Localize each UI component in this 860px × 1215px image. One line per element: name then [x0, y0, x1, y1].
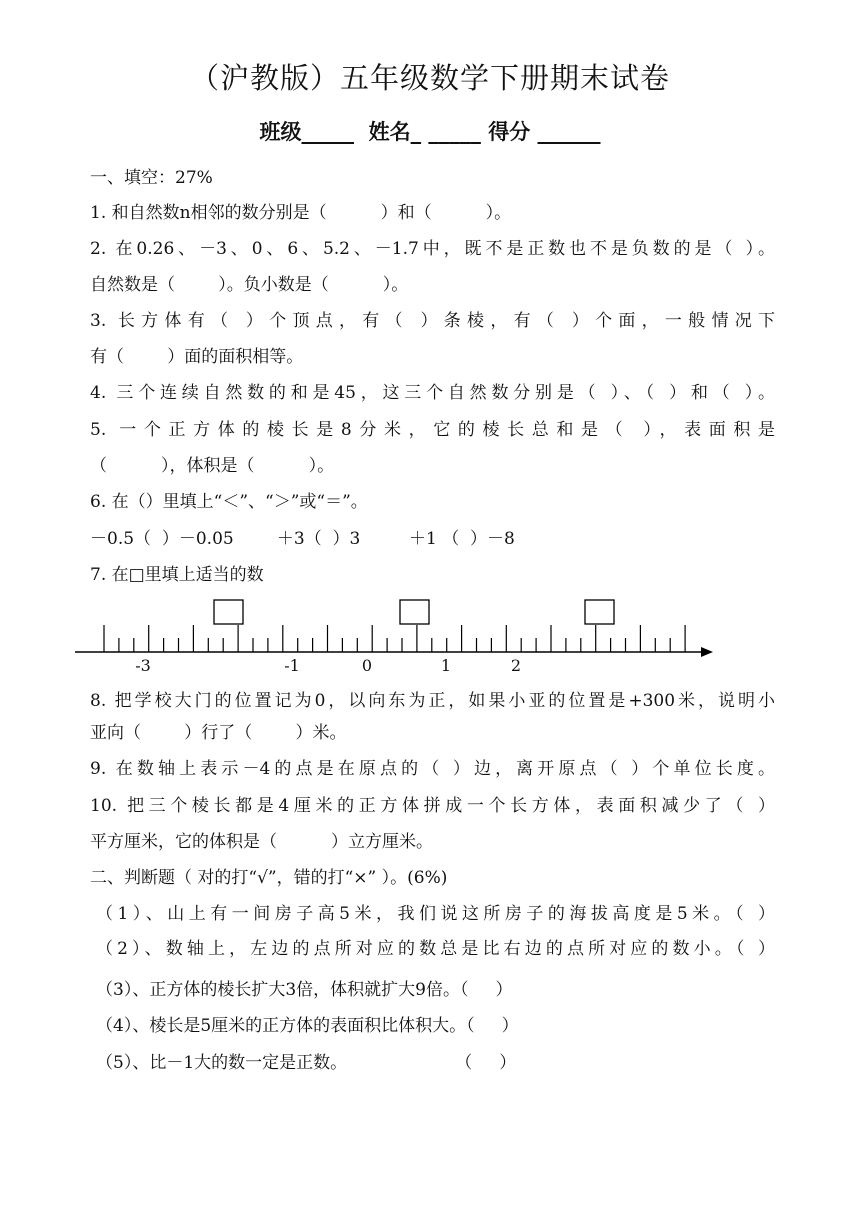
- question-5: 5. 一个正方体的棱长是8分米，它的棱长总和是（ ），表面积是: [90, 420, 775, 440]
- question-5-cont: （ ），体积是（ ）。: [90, 456, 335, 476]
- tick-marks: [104, 625, 685, 652]
- answer-box-1: [214, 600, 243, 624]
- answer-box-2: [400, 600, 429, 624]
- question-2: 2. 在0.26、－3、0、6、5.2、－1.7中，既不是正数也不是负数的是（ ）。: [90, 239, 775, 259]
- question-4: 4. 三个连续自然数的和是45，这三个自然数分别是（ ）、（ ）和（ ）。: [90, 383, 775, 403]
- question-10-cont: 平方厘米，它的体积是（ ）立方厘米。: [90, 832, 434, 852]
- question-3-cont: 有（ ）面的面积相等。: [90, 347, 304, 367]
- section1-heading: 一、填空：27%: [90, 168, 213, 188]
- judge-item-3: （3）、正方体的棱长扩大3倍，体积就扩大9倍。（ ）: [96, 980, 513, 1000]
- question-9: 9. 在数轴上表示－4的点是在原点的（ ）边，离开原点（ ）个单位长度。: [90, 759, 775, 779]
- student-info-line: 班级_____ 姓名_ _____ 得分 ______: [259, 120, 601, 144]
- question-2-cont: 自然数是（ ）。负小数是（ ）。: [90, 275, 409, 295]
- section2-heading: 二、判断题（ 对的打“√”，错的打“×” ）。(6%): [90, 868, 448, 888]
- number-line: [0, 590, 860, 680]
- question-1: 1. 和自然数n相邻的数分别是（ ）和（ ）。: [90, 203, 512, 223]
- judge-item-5: （5）、比－1大的数一定是正数。 （ ）: [96, 1053, 517, 1073]
- judge-item-1: （1）、山上有一间房子高5米，我们说这所房子的海拔高度是5米。（ ）: [96, 904, 775, 924]
- question-8: 8. 把学校大门的位置记为0，以向东为正，如果小亚的位置是+300米，说明小: [90, 691, 775, 711]
- question-6-items: －0.5（ ）－0.05 ＋3（ ）3 ＋1 （ ）－8: [90, 529, 515, 549]
- axis-label-2: 2: [510, 656, 522, 675]
- question-10: 10. 把三个棱长都是4厘米的正方体拼成一个长方体，表面积减少了（ ）: [90, 796, 775, 816]
- page-title: （沪教版）五年级数学下册期末试卷: [189, 61, 670, 95]
- answer-boxes: [214, 600, 614, 624]
- judge-item-4: （4）、棱长是5厘米的正方体的表面积比体积大。（ ）: [96, 1016, 519, 1036]
- axis-label-neg1: -1: [284, 656, 300, 675]
- question-7: 7. 在□里填上适当的数: [90, 565, 264, 585]
- question-6: 6. 在（）里填上“＜”、“＞”或“＝”。: [90, 492, 368, 512]
- judge-item-2: （2）、数轴上，左边的点所对应的数总是比右边的点所对应的数小。（ ）: [96, 939, 775, 959]
- axis-label-0: 0: [361, 656, 373, 675]
- axis-label-1: 1: [440, 656, 452, 675]
- question-8-cont: 亚向（ ）行了（ ）米。: [90, 723, 347, 743]
- question-3: 3. 长方体有（ ）个顶点，有（ ）条棱，有（ ）个面，一般情况下: [90, 311, 775, 331]
- axis-arrow: [701, 647, 713, 657]
- axis-label-neg3: -3: [135, 656, 151, 675]
- answer-box-3: [585, 600, 614, 624]
